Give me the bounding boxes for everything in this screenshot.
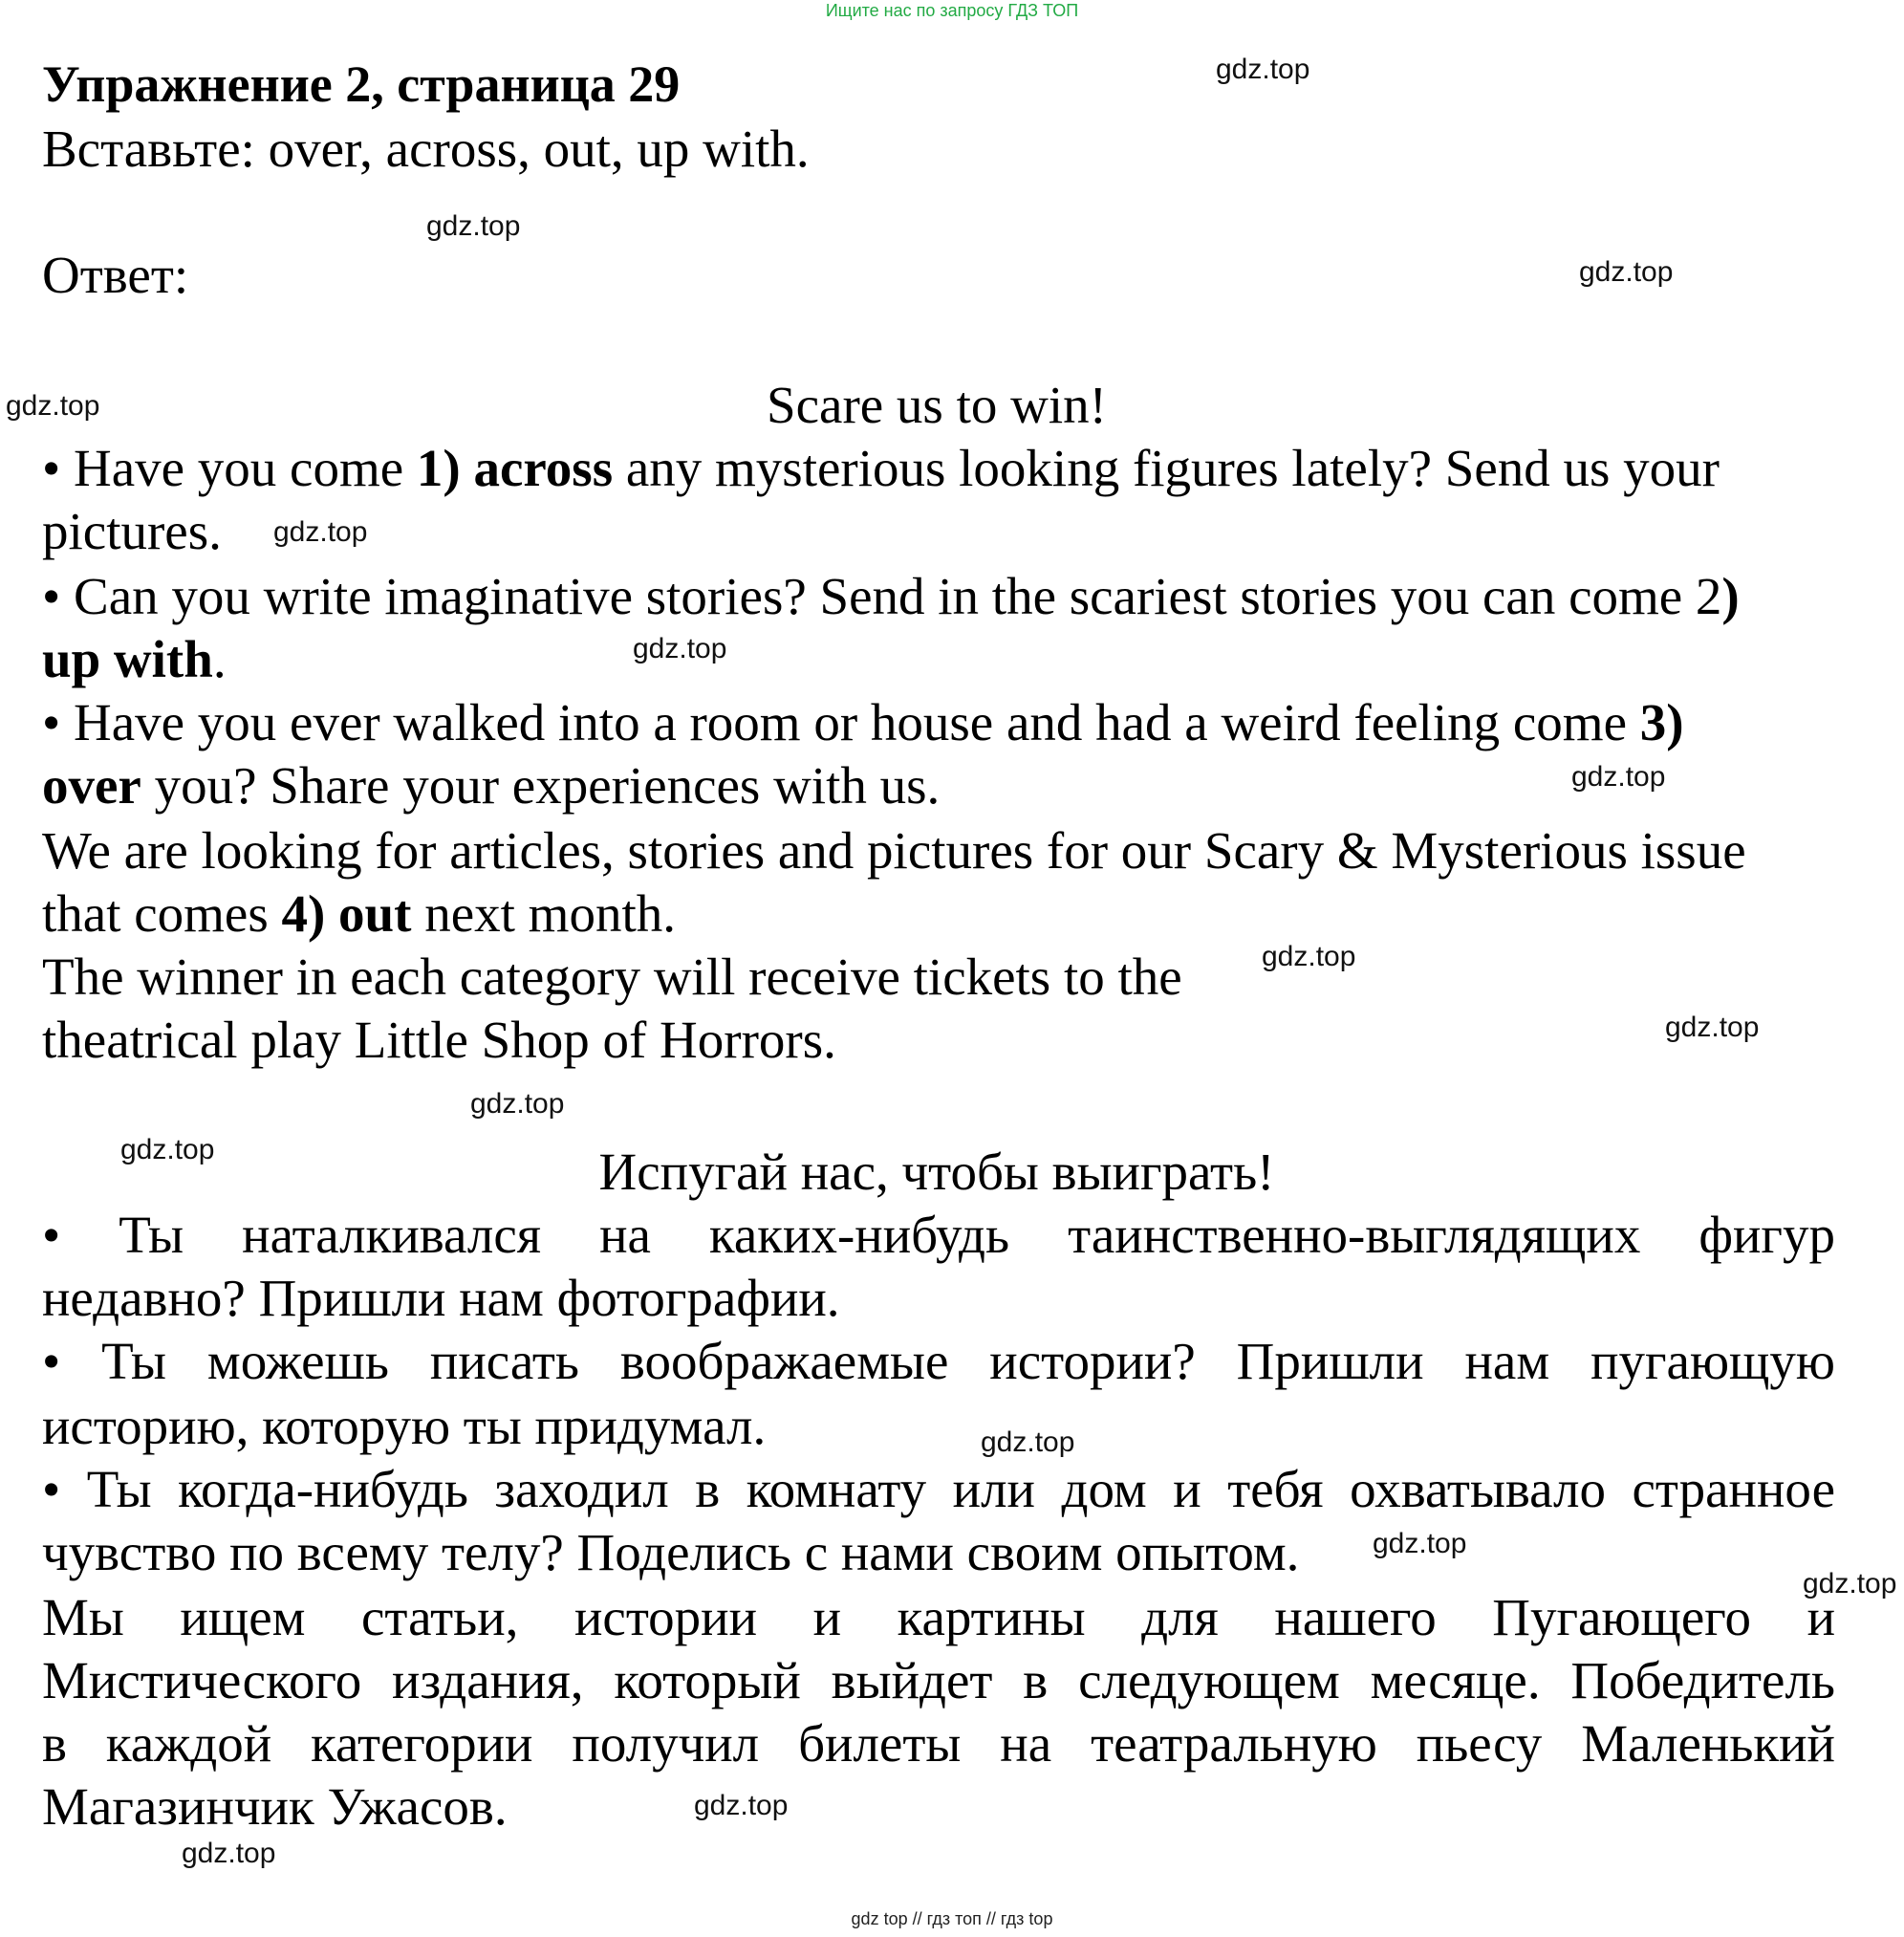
english-line-5 [42,692,1835,753]
english-line-8-a: that comes [42,884,282,943]
english-line-6-b: you? Share your experiences with us. [141,756,941,815]
russian-line-5: • Ты когда-нибудь заходил в комнату или дом и тебя охватывало странное [42,1460,1835,1518]
top-banner: Ищите нас по запросу ГДЗ ТОП [825,1,1079,20]
english-line-4 [42,629,1835,690]
watermark: gdz.top [1373,1528,1467,1559]
russian-title: Испугай нас, чтобы выиграть! [598,1143,1275,1201]
english-line-8 [42,883,1835,945]
watermark: gdz.top [470,1088,565,1120]
english-line-1-a: • Have you come [42,439,417,497]
english-line-1 [42,438,1835,499]
watermark: gdz.top [633,633,727,664]
watermark: gdz.top [1579,256,1674,288]
page-title: Упражнение 2, страница 29 [42,55,681,113]
russian-line-1: • Ты наталкивался на каких-нибудь таинственно-выглядящих фигур [42,1206,1835,1264]
watermark: gdz.top [6,390,100,422]
watermark: gdz.top [1803,1568,1897,1600]
watermark: gdz.top [1262,941,1356,972]
english-line-1-c: any mysterious looking figures lately? Send us your [613,439,1720,497]
russian-line-9: в каждой категории получил билеты на театральную пьесу Маленький [42,1714,1835,1773]
bottom-banner: gdz top // гдз топ // гдз top [851,1909,1053,1928]
russian-line-4: историю, которую ты придумал. [42,1397,767,1455]
answer-3-number: 3) [1639,693,1684,751]
english-line-8-c: next month. [411,884,676,943]
watermark: gdz.top [273,516,368,548]
watermark: gdz.top [182,1838,276,1869]
answer-label: Ответ: [42,246,189,304]
english-line-4-b: . [212,630,227,688]
answer-4: 4) out [281,884,412,943]
english-title: Scare us to win! [767,376,1107,434]
watermark: gdz.top [1216,54,1310,85]
answer-3: over [42,756,141,815]
answer-1: 1) across [416,439,614,497]
english-line-10: theatrical play Little Shop of Horrors. [42,1011,836,1069]
english-line-3-a: • Can you write imaginative stories? Send in the scariest stories you can come 2 [42,567,1722,625]
watermark: gdz.top [120,1134,215,1165]
answer-2-bracket: ) [1721,567,1740,625]
english-line-5-a: • Have you ever walked into a room or house and had a weird feeling come [42,693,1640,751]
russian-line-7: Мы ищем статьи, истории и картины для нашего Пугающего и [42,1588,1835,1646]
russian-line-2: недавно? Пришли нам фотографии. [42,1269,840,1327]
english-line-9: The winner in each category will receive tickets to the [42,947,1182,1006]
watermark: gdz.top [1665,1012,1760,1043]
watermark: gdz.top [426,210,521,242]
answer-2: up with [42,630,213,688]
russian-line-6: чувство по всему телу? Поделись с нами своим опытом. [42,1523,1300,1581]
watermark: gdz.top [1571,761,1666,793]
russian-line-3: • Ты можешь писать воображаемые истории? Пришли нам пугающую [42,1332,1835,1390]
russian-line-10: Магазинчик Ужасов. [42,1777,508,1836]
english-line-3 [42,566,1835,627]
english-line-6 [42,755,1835,816]
russian-line-8: Мистического издания, который выйдет в следующем месяце. Победитель [42,1651,1835,1709]
exercise-instruction: Вставьте: over, across, out, up with. [42,120,810,178]
english-line-7: We are looking for articles, stories and pictures for our Scary & Mysterious issue [42,821,1746,880]
english-line-2: pictures. [42,502,222,560]
watermark: gdz.top [694,1790,789,1821]
watermark: gdz.top [981,1426,1075,1458]
